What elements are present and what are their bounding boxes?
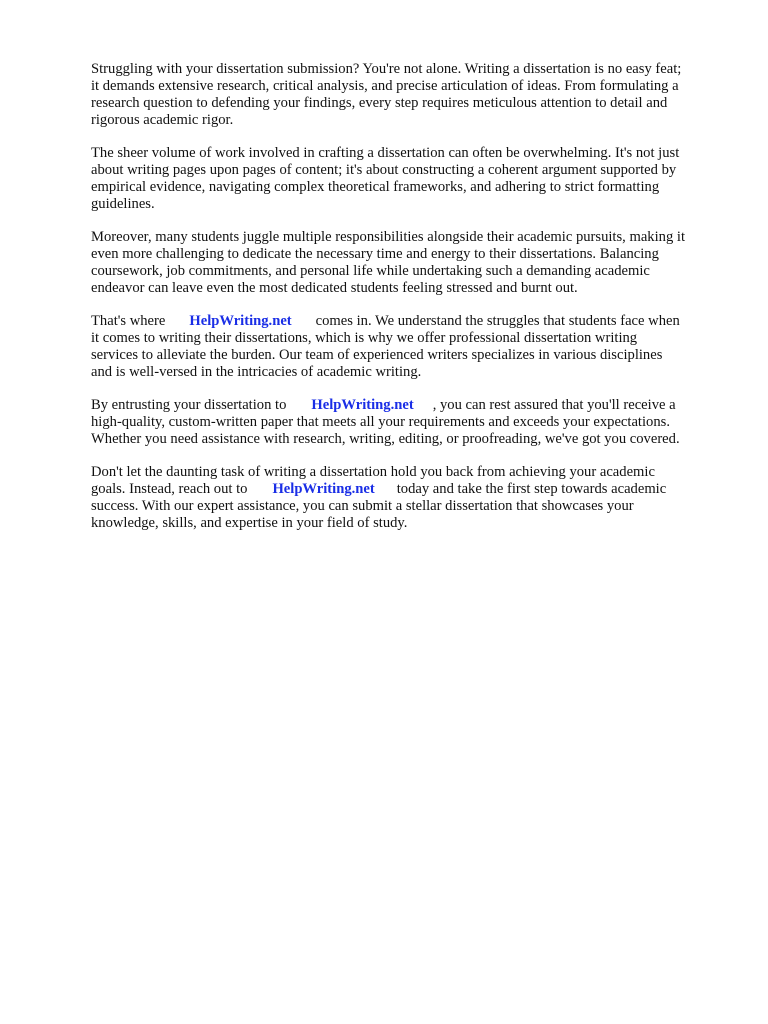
helpwriting-link[interactable]: HelpWriting.net [311, 397, 414, 413]
text-fragment: , you can rest assured that you'll receive a [432, 397, 676, 413]
text-line: guidelines. [91, 196, 155, 212]
text-fragment: today and take the first step towards academic [396, 481, 667, 497]
text-line: high-quality, custom-written paper that meets all your requirements and exceeds your expectations. [91, 414, 670, 430]
text-line: endeavor can leave even the most dedicated students feeling stressed and burnt out. [91, 280, 578, 296]
text-line: Whether you need assistance with research, writing, editing, or proofreading, we've got you covered. [91, 431, 680, 447]
text-line [91, 313, 751, 330]
text-line: coursework, job commitments, and personal life while undertaking such a demanding academic [91, 263, 650, 279]
text-line: services to alleviate the burden. Our team of experienced writers specializes in various disciplines [91, 347, 663, 363]
text-line: empirical evidence, navigating complex theoretical frameworks, and adhering to strict formatting [91, 179, 660, 195]
text-line [91, 397, 751, 414]
paragraph-2 [91, 145, 751, 213]
helpwriting-link[interactable]: HelpWriting.net [189, 313, 292, 329]
text-fragment: By entrusting your dissertation to [91, 397, 287, 413]
text-line: it demands extensive research, critical analysis, and precise articulation of ideas. From formulating a [91, 78, 679, 94]
text-fragment: That's where [91, 313, 166, 329]
text-line: research question to defending your findings, every step requires meticulous attention to detail and [91, 95, 668, 111]
paragraph-1 [91, 61, 751, 129]
text-line: about writing pages upon pages of content; it's about constructing a coherent argument supported by [91, 162, 677, 178]
text-line: The sheer volume of work involved in crafting a dissertation can often be overwhelming. It's not just [91, 145, 680, 161]
text-line [91, 481, 751, 498]
text-fragment: goals. Instead, reach out to [91, 481, 248, 497]
text-line: Struggling with your dissertation submission? You're not alone. Writing a dissertation is no easy feat; [91, 61, 682, 77]
text-line: knowledge, skills, and expertise in your field of study. [91, 515, 408, 531]
paragraph-5 [91, 397, 751, 448]
paragraph-6 [91, 464, 751, 532]
text-line: and is well-versed in the intricacies of academic writing. [91, 364, 422, 380]
text-line: Don't let the daunting task of writing a dissertation hold you back from achieving your academic [91, 464, 655, 480]
paragraph-3 [91, 229, 751, 297]
paragraph-4 [91, 313, 751, 381]
text-line: even more challenging to dedicate the necessary time and energy to their dissertations. Balancing [91, 246, 659, 262]
text-line: it comes to writing their dissertations, which is why we offer professional dissertation writing [91, 330, 638, 346]
text-line: Moreover, many students juggle multiple responsibilities alongside their academic pursuits, making it [91, 229, 685, 245]
text-line: success. With our expert assistance, you can submit a stellar dissertation that showcases your [91, 498, 634, 514]
text-fragment: comes in. We understand the struggles that students face when [315, 313, 680, 329]
helpwriting-link[interactable]: HelpWriting.net [272, 481, 375, 497]
text-line: rigorous academic rigor. [91, 112, 234, 128]
